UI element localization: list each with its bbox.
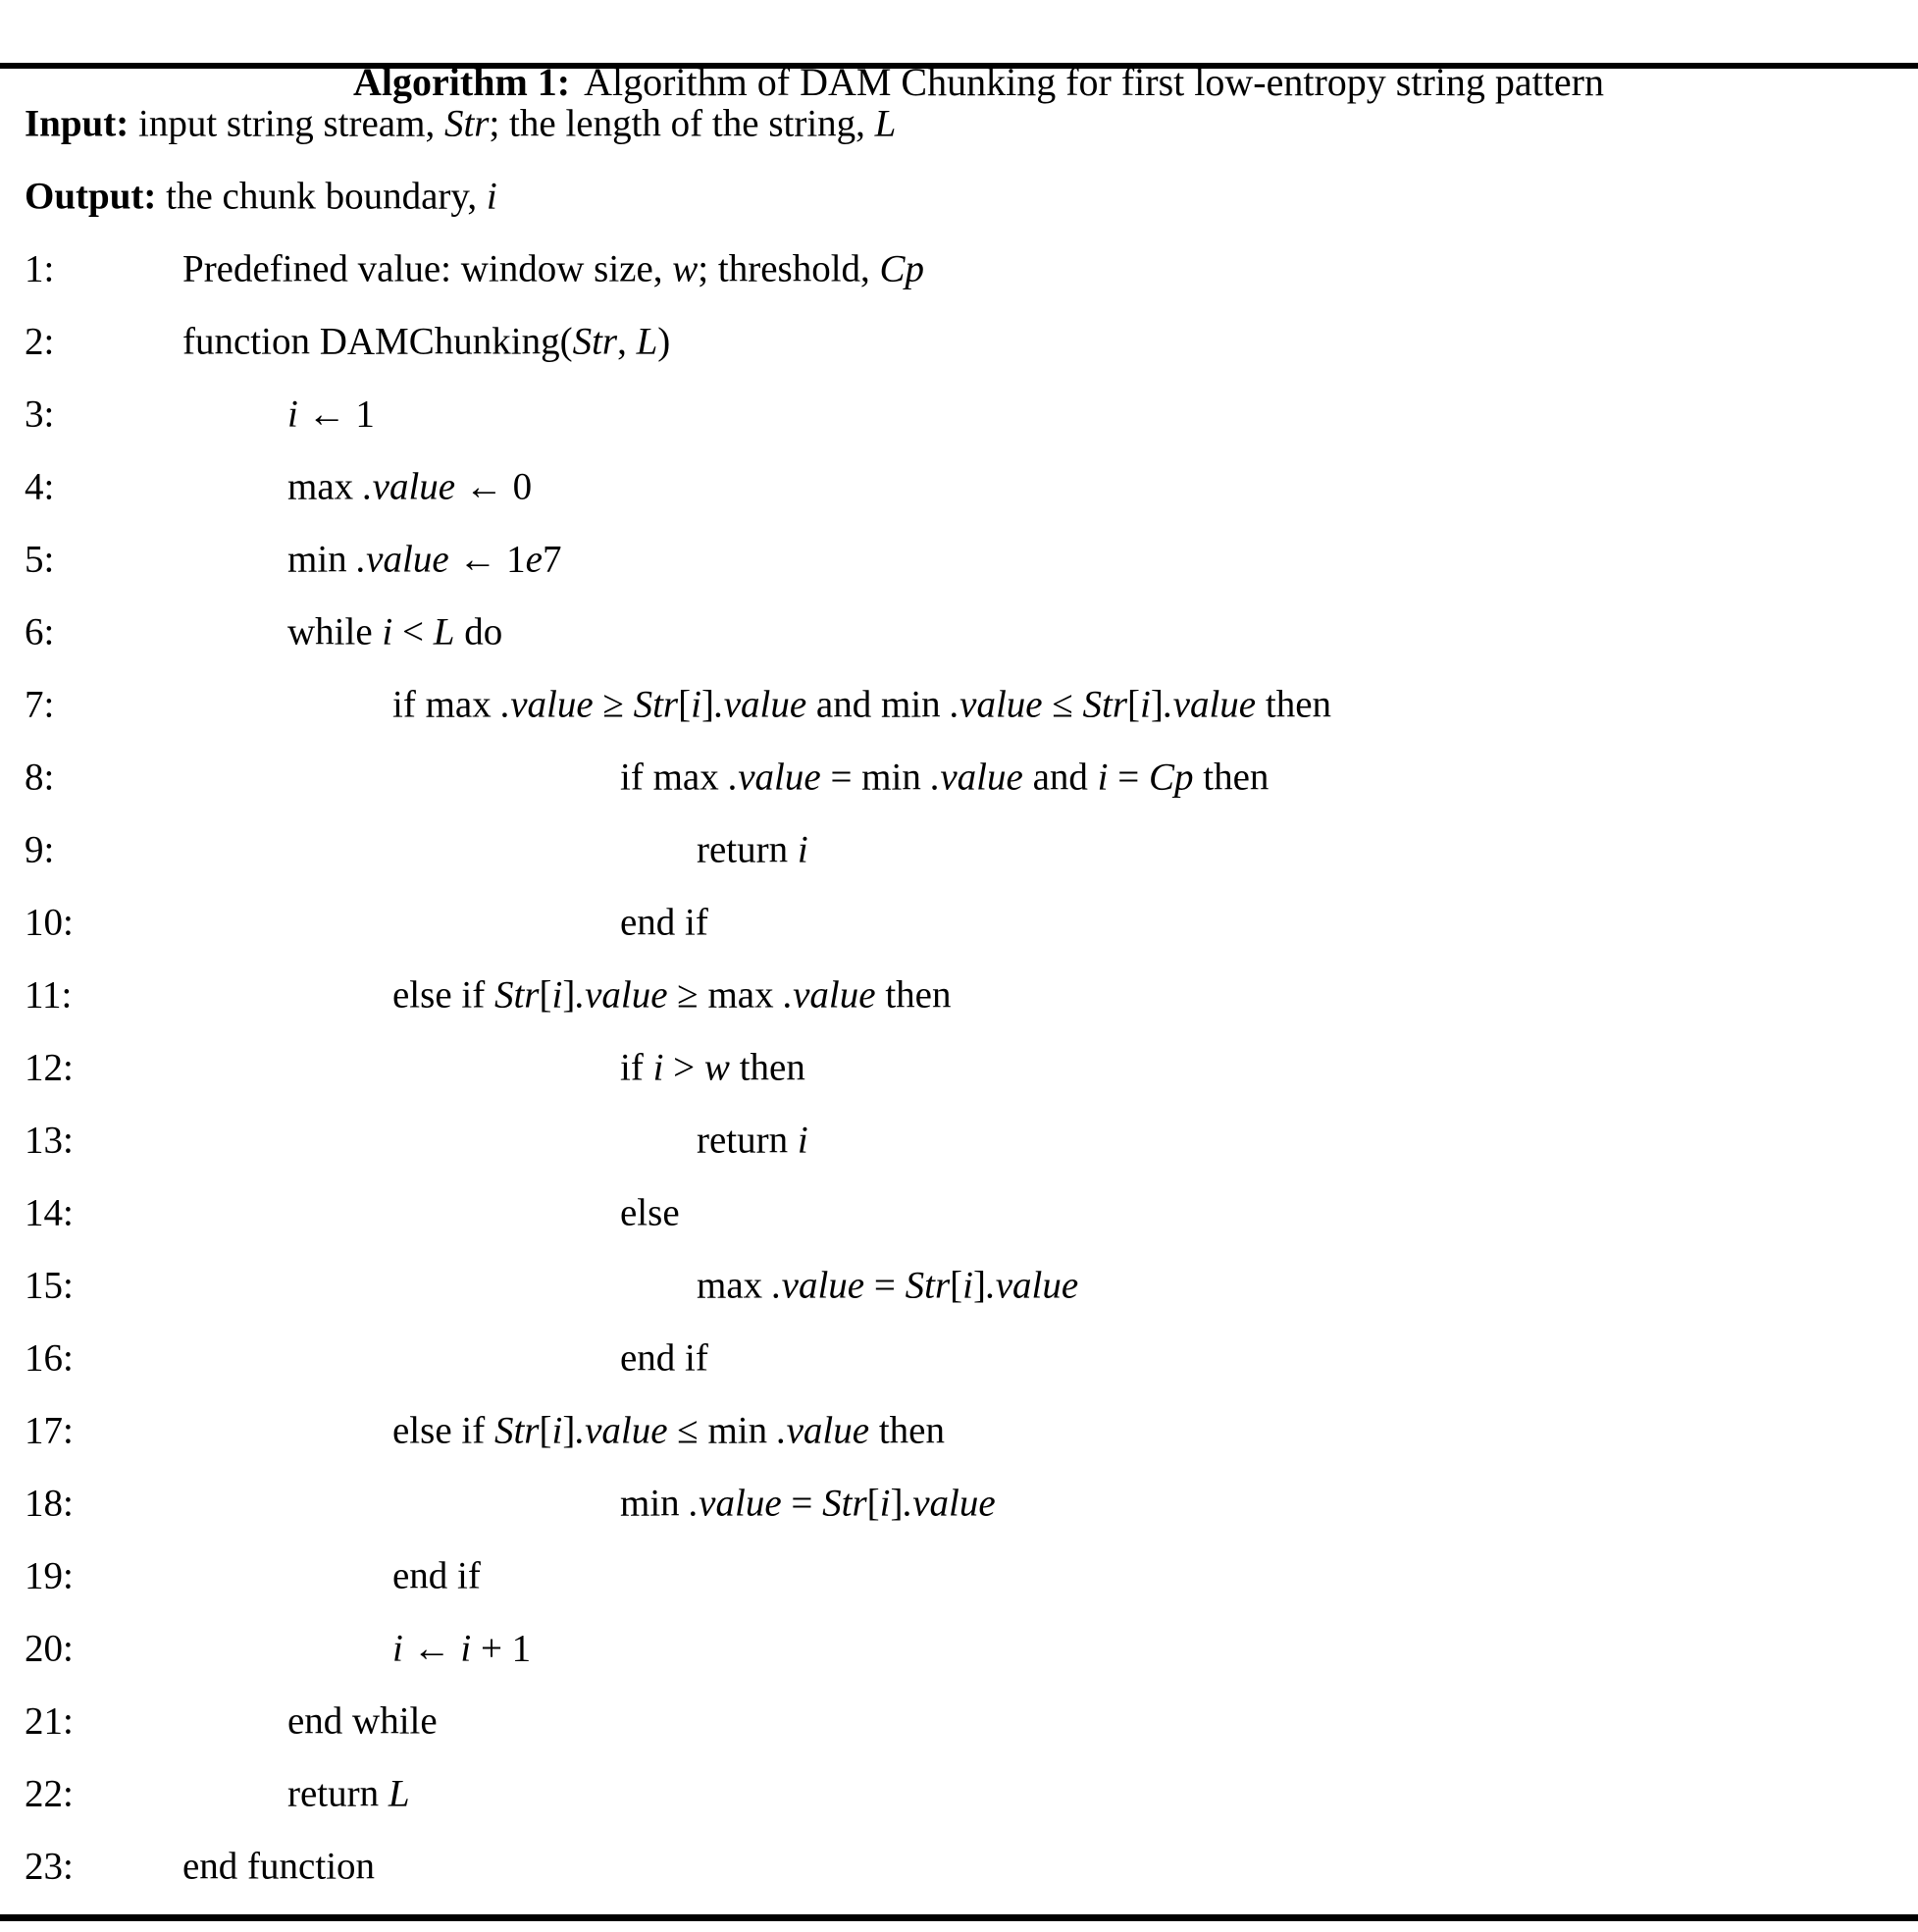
line-number: 8: <box>25 756 55 799</box>
algo-line <box>0 1685 1918 1757</box>
line-number: 5: <box>25 538 55 581</box>
text-segment: = <box>1108 756 1149 799</box>
text-segment: while <box>287 610 383 653</box>
line-content <box>287 392 375 437</box>
text-segment: max <box>697 1264 772 1307</box>
text-segment: ] <box>562 1409 576 1452</box>
line-number: 3: <box>25 392 55 436</box>
text-segment: Str <box>572 320 618 363</box>
text-segment: .value <box>783 973 876 1017</box>
text-segment: ← 0 <box>455 465 533 508</box>
line-content <box>182 247 924 291</box>
text-segment: = <box>864 1264 906 1307</box>
algo-line <box>0 1830 1918 1903</box>
algo-line <box>0 233 1918 305</box>
line-content <box>392 1409 945 1453</box>
line-number: 16: <box>25 1336 74 1380</box>
text-segment: i <box>962 1264 973 1307</box>
line-content <box>392 973 951 1018</box>
line-content <box>620 1191 680 1235</box>
line-content <box>697 828 808 872</box>
line-number: 6: <box>25 610 55 653</box>
text-segment: [ <box>539 973 552 1017</box>
line-content <box>25 102 896 146</box>
algo-line <box>0 1394 1918 1467</box>
line-number: 2: <box>25 320 55 363</box>
line-number: 18: <box>25 1482 74 1525</box>
text-segment: return <box>287 1772 389 1815</box>
output-line <box>0 160 1918 233</box>
text-segment: if max <box>392 683 501 726</box>
line-content <box>287 1772 410 1816</box>
text-segment: 7 <box>542 538 562 581</box>
text-segment: Str <box>822 1482 867 1525</box>
text-segment: .value <box>776 1409 870 1452</box>
text-segment: .value <box>689 1482 782 1525</box>
text-segment: Str <box>493 973 540 1017</box>
text-segment: ≤ min <box>667 1409 777 1452</box>
line-number: 1: <box>25 247 55 290</box>
algo-line <box>0 596 1918 668</box>
text-segment: else if <box>392 1409 494 1452</box>
text-segment: ] <box>890 1482 904 1525</box>
text-segment: i <box>287 392 298 436</box>
text-segment: e <box>525 538 543 581</box>
line-number: 14: <box>25 1191 74 1234</box>
text-segment: then <box>1256 683 1332 726</box>
text-segment: [ <box>1127 683 1141 726</box>
algo-line <box>0 1467 1918 1540</box>
text-segment: , <box>617 320 637 363</box>
text-segment: L <box>388 1772 410 1815</box>
io-label: Input: <box>25 102 130 145</box>
text-segment: i <box>551 1409 563 1452</box>
text-segment: i <box>1097 756 1109 799</box>
text-segment: .value <box>950 683 1043 726</box>
algorithm-body <box>0 87 1918 1903</box>
text-segment: min <box>620 1482 690 1525</box>
text-segment: .value <box>500 683 594 726</box>
line-content <box>392 1554 481 1598</box>
text-segment: < <box>392 610 434 653</box>
text-segment: ≤ <box>1042 683 1083 726</box>
line-number: 7: <box>25 683 55 726</box>
text-segment: input string stream, <box>129 102 444 145</box>
text-segment: i <box>486 175 497 218</box>
text-segment: ) <box>657 320 671 363</box>
algo-line <box>0 1322 1918 1394</box>
line-content <box>182 1845 375 1889</box>
text-segment: then <box>869 1409 945 1452</box>
text-segment: .value <box>771 1264 865 1307</box>
text-segment: i <box>797 1119 808 1162</box>
text-segment: .value <box>713 683 807 726</box>
line-content <box>620 1336 708 1381</box>
text-segment: i <box>460 1627 472 1670</box>
text-segment: .value <box>356 538 449 581</box>
text-segment: i <box>691 683 701 726</box>
text-segment: i <box>652 1046 664 1089</box>
text-segment: if max <box>620 756 729 799</box>
text-segment: .value <box>930 756 1023 799</box>
text-segment: = <box>781 1482 823 1525</box>
line-number: 4: <box>25 465 55 508</box>
text-segment: do <box>454 610 503 653</box>
algo-line <box>0 450 1918 523</box>
text-segment: .value <box>903 1482 996 1525</box>
text-segment: ] <box>562 973 576 1017</box>
line-content <box>620 901 708 945</box>
algo-line <box>0 378 1918 450</box>
text-segment: Str <box>633 683 679 726</box>
text-segment: ] <box>972 1264 986 1307</box>
algo-line <box>0 305 1918 378</box>
text-segment: and <box>1022 756 1098 799</box>
line-content <box>697 1264 1078 1308</box>
line-number: 22: <box>25 1772 74 1815</box>
line-content <box>697 1119 808 1163</box>
text-segment: i <box>879 1482 891 1525</box>
algorithm-label: Algorithm 1: <box>353 60 571 104</box>
line-number: 17: <box>25 1409 74 1452</box>
line-content <box>287 1699 438 1744</box>
line-number: 10: <box>25 901 74 944</box>
text-segment: if <box>620 1046 653 1089</box>
text-segment: i <box>797 828 808 871</box>
text-segment: L <box>636 320 658 363</box>
text-segment: i <box>1140 683 1151 726</box>
line-content <box>25 175 497 219</box>
text-segment: i <box>551 973 563 1017</box>
algo-line <box>0 1540 1918 1612</box>
line-content <box>392 1627 531 1671</box>
text-segment: ; threshold, <box>698 247 880 290</box>
algorithm-title <box>0 0 1918 104</box>
text-segment: and min <box>806 683 951 726</box>
text-segment: [ <box>539 1409 552 1452</box>
line-content <box>620 756 1269 800</box>
text-segment: w <box>672 247 699 290</box>
text-segment: end while <box>287 1699 438 1743</box>
algo-line <box>0 1612 1918 1685</box>
text-segment: [ <box>866 1482 880 1525</box>
text-segment: ← <box>402 1627 461 1670</box>
algo-line <box>0 1249 1918 1322</box>
line-content <box>287 610 502 654</box>
algo-line <box>0 959 1918 1031</box>
text-segment: [ <box>678 683 692 726</box>
text-segment: [ <box>950 1264 963 1307</box>
text-segment: L <box>433 610 455 653</box>
algo-line <box>0 813 1918 886</box>
line-number: 15: <box>25 1264 74 1307</box>
line-content <box>287 465 532 509</box>
text-segment: i <box>392 1627 403 1670</box>
algo-line <box>0 1757 1918 1830</box>
text-segment: w <box>703 1046 730 1089</box>
text-segment: ] <box>700 683 714 726</box>
algorithm-caption: Algorithm of DAM Chunking for first low-entropy string pattern <box>584 60 1604 104</box>
line-content <box>620 1046 805 1090</box>
text-segment: Str <box>905 1264 951 1307</box>
algo-line <box>0 1104 1918 1176</box>
text-segment: Str <box>443 102 490 145</box>
text-segment: end if <box>620 901 708 944</box>
algo-line <box>0 1031 1918 1104</box>
text-segment: Str <box>1082 683 1128 726</box>
line-number: 23: <box>25 1845 74 1888</box>
text-segment: else <box>620 1191 680 1234</box>
text-segment: end function <box>182 1845 376 1888</box>
text-segment: return <box>697 828 798 871</box>
io-label: Output: <box>25 175 157 218</box>
text-segment: the chunk boundary, <box>156 175 487 218</box>
text-segment: .value <box>575 973 668 1017</box>
text-segment: ≥ <box>593 683 634 726</box>
text-segment: min <box>287 538 357 581</box>
line-number: 19: <box>25 1554 74 1597</box>
algo-line <box>0 668 1918 741</box>
text-segment: ← 1 <box>297 392 375 436</box>
text-segment: max <box>287 465 363 508</box>
text-segment: L <box>874 102 897 145</box>
text-segment: Predefined value: window size, <box>182 247 673 290</box>
line-content <box>287 538 561 582</box>
text-segment: Str <box>493 1409 540 1452</box>
input-line <box>0 87 1918 160</box>
text-segment: then <box>875 973 952 1017</box>
line-number: 11: <box>25 973 73 1017</box>
text-segment: then <box>1193 756 1270 799</box>
line-number: 12: <box>25 1046 74 1089</box>
text-segment: .value <box>1163 683 1257 726</box>
line-content <box>392 683 1331 727</box>
line-number: 13: <box>25 1119 74 1162</box>
text-segment: end if <box>620 1336 708 1380</box>
text-segment: Cp <box>1148 756 1194 799</box>
line-number: 9: <box>25 828 55 871</box>
text-segment: .value <box>985 1264 1079 1307</box>
text-segment: .value <box>362 465 456 508</box>
text-segment: ] <box>1150 683 1164 726</box>
line-content <box>182 320 670 364</box>
line-number: 20: <box>25 1627 74 1670</box>
algo-line <box>0 523 1918 596</box>
line-content <box>620 1482 996 1526</box>
text-segment: .value <box>728 756 821 799</box>
text-segment: > <box>663 1046 704 1089</box>
bottom-rule <box>0 1914 1918 1921</box>
text-segment: = min <box>820 756 931 799</box>
line-number: 21: <box>25 1699 74 1743</box>
text-segment: i <box>382 610 393 653</box>
text-segment: then <box>729 1046 805 1089</box>
text-segment: else if <box>392 973 494 1017</box>
text-segment: end if <box>392 1554 481 1597</box>
text-segment: + 1 <box>471 1627 532 1670</box>
text-segment: .value <box>575 1409 668 1452</box>
algo-line <box>0 886 1918 959</box>
text-segment: ; the length of the string, <box>489 102 875 145</box>
text-segment: ← 1 <box>448 538 526 581</box>
text-segment: ≥ max <box>667 973 784 1017</box>
text-segment: return <box>697 1119 798 1162</box>
algo-line <box>0 1176 1918 1249</box>
algo-line <box>0 741 1918 813</box>
text-segment: function DAMChunking( <box>182 320 573 363</box>
text-segment: Cp <box>879 247 925 290</box>
